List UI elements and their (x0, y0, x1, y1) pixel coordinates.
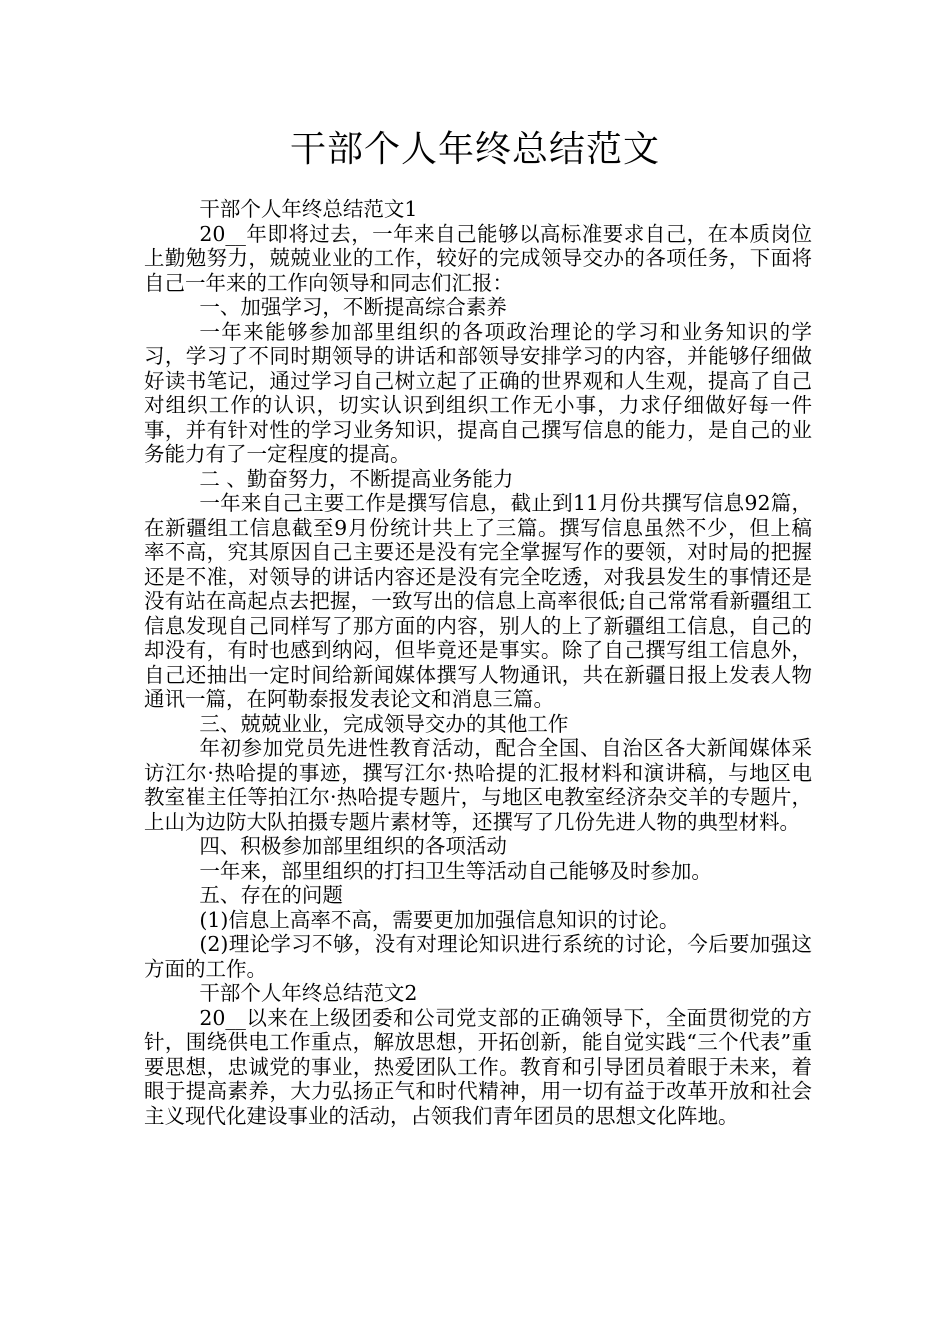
paragraph: 一年来能够参加部里组织的各项政治理论的学习和业务知识的学习，学习了不同时期领导的讲话和部领导安排学习的内容，并能够仔细做好读书笔记，通过学习自己树立起了正确的世界观和人生观，提高了自己对组织工作的认识，切实认识到组织工作无小事，力求仔细做好每一件事，并有针对性的学习业务知识，提高自己撰写信息的能力，是自己的业务能力有了一定程度的提高。 (144, 319, 812, 466)
section-heading-1: 干部个人年终总结范文1 (199, 197, 418, 221)
paragraph: 年初参加党员先进性教育活动，配合全国、自治区各大新闻媒体采访江尔·热哈提的事迹，撰写江尔·热哈提的汇报材料和演讲稿，与地区电教室崔主任等拍江尔·热哈提专题片，与地区电教室经济杂交羊的专题片，上山为边防大队拍摄专题片素材等，还撰写了几份先进人物的典型材料。 (144, 736, 812, 834)
subheading: 三、兢兢业业，完成领导交办的其他工作 (199, 711, 569, 736)
subheading: 二 、勤奋努力，不断提高业务能力 (199, 466, 514, 491)
subheading: 一、加强学习，不断提高综合素养 (199, 295, 507, 319)
list-item: (2)理论学习不够，没有对理论知识进行系统的讨论，今后要加强这方面的工作。 (144, 932, 812, 981)
paragraph: 20__以来在上级团委和公司党支部的正确领导下，全面贯彻党的方针，围绕供电工作重点，解放思想，开拓创新，能自觉实践“三个代表”重要思想，忠诚党的事业，热爱团队工作。教育和引导团员着眼于未来，着眼于提高素养，大力弘扬正气和时代精神，用一切有益于改革开放和社会主义现代化建设事业的活动，占领我们青年团员的思想文化阵地。 (144, 1005, 812, 1128)
subheading: 五、存在的问题 (199, 883, 343, 907)
paragraph: 一年来自己主要工作是撰写信息，截止到11月份共撰写信息92篇，在新疆组工信息截至9月份统计共上了三篇。撰写信息虽然不少，但上稿率不高，究其原因自己主要还是没有完全掌握写作的要领，对时局的把握还是不准，对领导的讲话内容还是没有完全吃透，对我县发生的事情还是没有站在高起点去把握，一致写出的信息上高率很低;自己常常看新疆组工信息发现自己同样写了那方面的内容，别人的上了新疆组工信息，自己的却没有，有时也感到纳闷，但毕竟还是事实。除了自己撰写组工信息外，自己还抽出一定时间给新闻媒体撰写人物通讯，共在新疆日报上发表人物通讯一篇，在阿勒泰报发表论文和消息三篇。 (144, 491, 812, 711)
page-title: 干部个人年终总结范文 (289, 129, 660, 170)
section-heading-2: 干部个人年终总结范文2 (199, 981, 418, 1005)
subheading: 四、积极参加部里组织的各项活动 (199, 834, 507, 858)
paragraph: 20__年即将过去，一年来自己能够以高标准要求自己，在本质岗位上勤勉努力，兢兢业业的工作，较好的完成领导交办的各项任务，下面将自己一年来的工作向领导和同志们汇报： (144, 221, 812, 295)
list-item: (1)信息上高率不高，需要更加加强信息知识的讨论。 (199, 907, 680, 932)
paragraph: 一年来，部里组织的打扫卫生等活动自己能够及时参加。 (199, 858, 712, 883)
document-body (144, 197, 812, 1128)
